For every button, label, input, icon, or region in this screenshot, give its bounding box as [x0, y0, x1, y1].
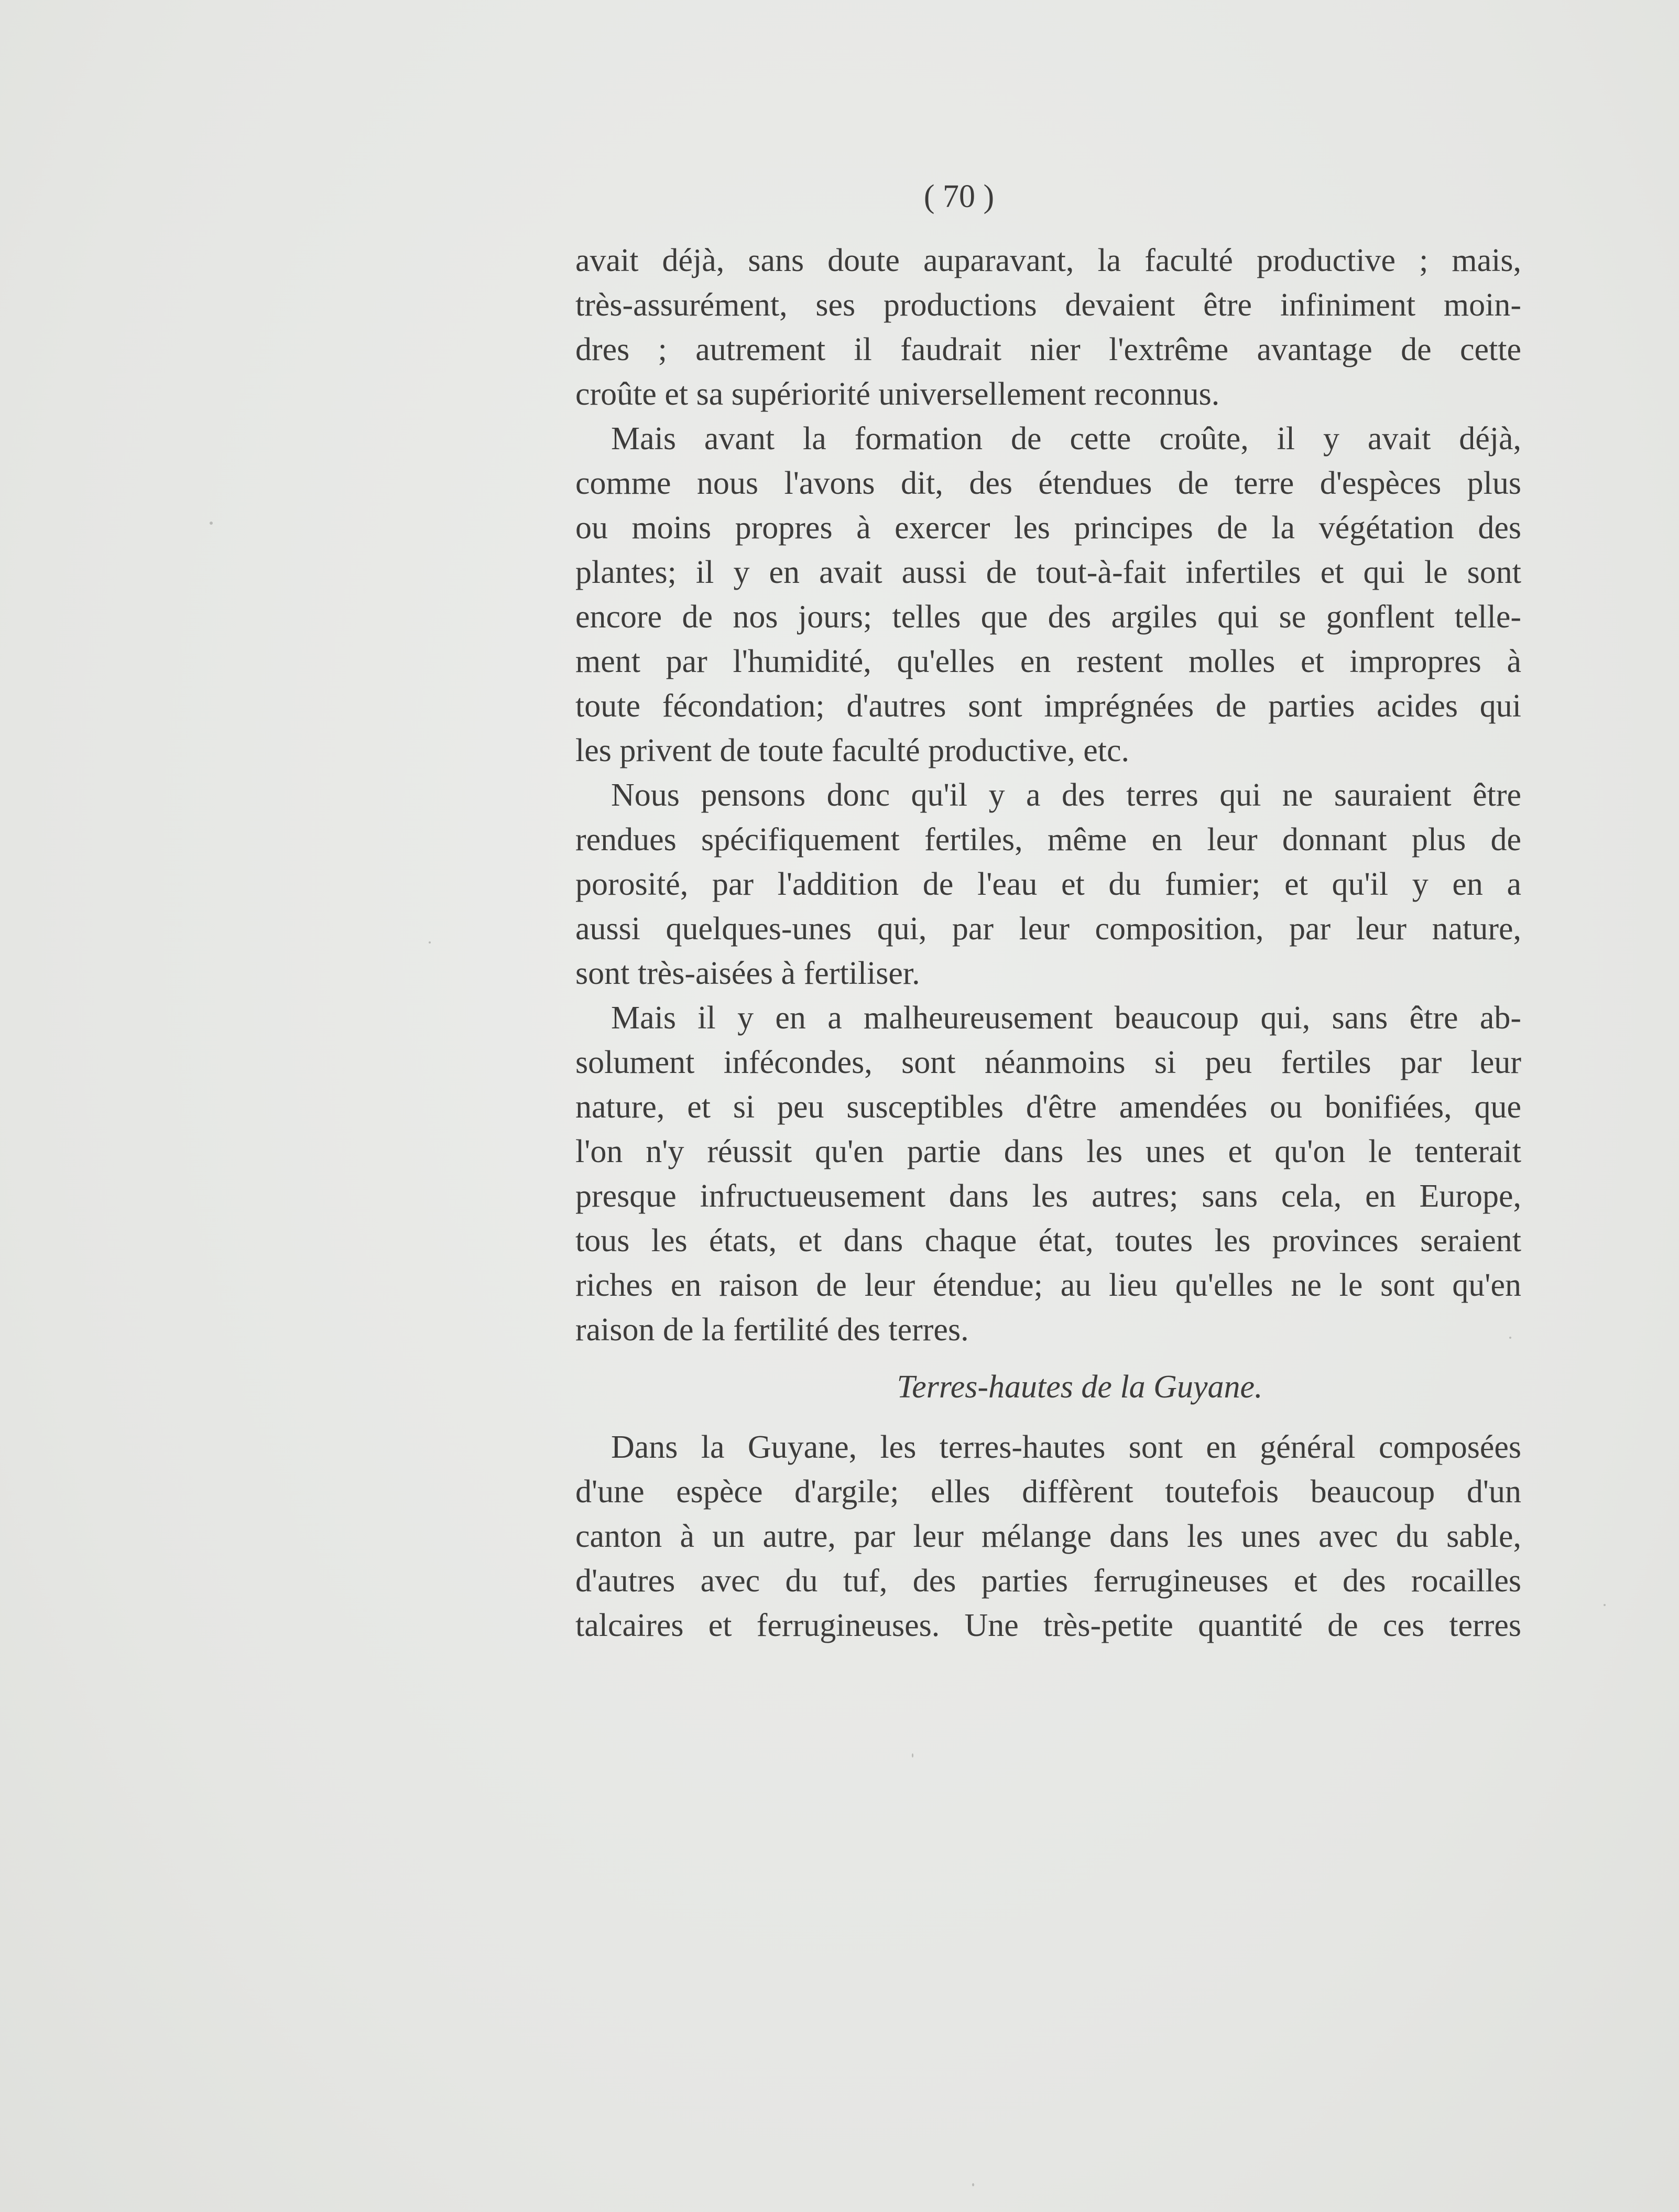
text-line: presque infructueusement dans les autres; sans cela, en Europe,: [575, 1178, 1521, 1214]
section-heading: Terres-hautes de la Guyane.: [897, 1369, 1263, 1405]
text-line: nature, et si peu susceptibles d'être amendées ou bonifiées, que: [575, 1089, 1521, 1125]
body-text: [575, 238, 1521, 1648]
text-line: Mais il y en a malheureusement beaucoup qui, sans être ab-: [611, 1000, 1521, 1036]
text-line: ment par l'humidité, qu'elles en restent molles et impropres à: [575, 644, 1521, 679]
text-line: avait déjà, sans doute auparavant, la faculté productive ; mais,: [575, 243, 1521, 278]
paragraph-nous-pensons: [575, 773, 1521, 996]
text-line: ou moins propres à exercer les principes de la végétation des: [575, 510, 1521, 546]
text-line: solument inféconde​s, sont néanmoins si peu fertiles par leur: [575, 1045, 1521, 1080]
paragraph-formation: [575, 417, 1521, 773]
text-line: tous les états, et dans chaque état, toutes les provinces seraient: [575, 1223, 1521, 1259]
text-line: très-assurément, ses productions devaient être infiniment moin-: [575, 287, 1521, 323]
paper-speck: [210, 522, 213, 525]
text-line: Nous pensons donc qu'il y a des terres qui ne sauraient être: [611, 777, 1521, 813]
paper-speck: [972, 2183, 974, 2186]
paper-speck: [429, 941, 431, 944]
text-line: canton à un autre, par leur mélange dans les unes avec du sable,: [575, 1519, 1521, 1554]
text-line: aussi quelques-unes qui, par leur composition, par leur nature,: [575, 911, 1521, 947]
text-line: Mais avant la formation de cette croûte, il y avait déjà,: [611, 421, 1521, 457]
paragraph-guyane: [575, 1425, 1521, 1648]
text-line: riches en raison de leur étendue; au lieu qu'elles ne le sont qu'en: [575, 1267, 1521, 1303]
page-number: ( 70 ): [923, 179, 995, 214]
text-line: porosité, par l'addition de l'eau et du fumier; et qu'il y en a: [575, 866, 1521, 902]
text-line: talcaires et ferrugineuses. Une très-petite quantité de ces terres: [575, 1608, 1521, 1643]
paper-speck: [1604, 1604, 1606, 1606]
text-line: encore de nos jours; telles que des argiles qui se gonflent telle-: [575, 599, 1521, 635]
text-line: croûte et sa supériorité universellement reconnus.: [575, 376, 1220, 412]
text-line: raison de la fertilité des terres.: [575, 1312, 969, 1348]
text-line: rendues spécifiquement fertiles, même en leur donnant plus de: [575, 822, 1521, 858]
paragraph-malheureusement: [575, 996, 1521, 1352]
paper-speck: [1509, 1337, 1511, 1339]
text-line: toute fécondation; d'autres sont imprégnées de parties acides qui: [575, 688, 1521, 724]
text-line: sont très-aisées à fertiliser.: [575, 956, 920, 991]
text-line: dres ; autrement il faudrait nier l'extrême avantage de cette: [575, 332, 1521, 367]
text-line: comme nous l'avons dit, des étendues de terre d'espèces plus: [575, 465, 1521, 501]
text-line: plantes; il y en avait aussi de tout-à-fait infertiles et qui le sont: [575, 555, 1521, 590]
text-line: Dans la Guyane, les terres-hautes sont en général composées: [611, 1429, 1521, 1465]
paragraph-continuation: [575, 238, 1521, 417]
text-line: les privent de toute faculté productive, etc.: [575, 733, 1130, 768]
text-line: d'une espèce d'argile; elles diffèrent toutefois beaucoup d'un: [575, 1474, 1521, 1510]
paper-speck: [912, 1753, 913, 1758]
text-line: l'on n'y réussit qu'en partie dans les unes et qu'on le tenterait: [575, 1134, 1521, 1169]
text-line: d'autres avec du tuf, des parties ferrugineuses et des rocailles: [575, 1563, 1521, 1599]
